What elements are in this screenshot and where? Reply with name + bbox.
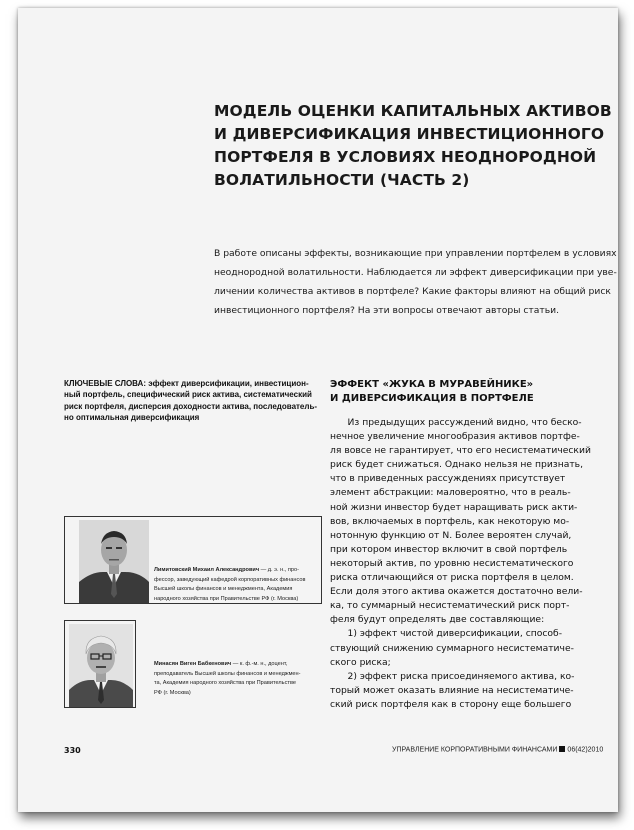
body-line: феля будут определять две составляющие: bbox=[330, 614, 545, 626]
body-line: 1) эффект чистой диверсификации, способ- bbox=[330, 628, 563, 640]
title-line: И ДИВЕРСИФИКАЦИЯ ИНВЕСТИЦИОННОГО bbox=[214, 125, 605, 143]
author-info: преподаватель Высшей школы финансов и менеджмен- bbox=[154, 670, 301, 677]
keywords-line: но оптимальная диверсификация bbox=[64, 413, 200, 423]
body-line: при котором инвестор включит в свой портфель bbox=[330, 543, 568, 555]
section-heading-line: И ДИВЕРСИФИКАЦИЯ В ПОРТФЕЛЕ bbox=[330, 393, 534, 404]
title-line: ВОЛАТИЛЬНОСТИ (ЧАСТЬ 2) bbox=[214, 171, 470, 189]
author-info: — д. э. н., про- bbox=[259, 567, 299, 573]
author-info: Высшей школы финансов и менеджмента, Академия bbox=[154, 586, 293, 592]
body-line: вов, включаемых в портфель, как некоторую мо- bbox=[330, 515, 570, 527]
body-line: нечное увеличение многообразия активов портфе- bbox=[330, 431, 580, 443]
keywords-line: ный портфель, специфический риск актива, систематический bbox=[64, 390, 312, 400]
body-line: ского риска; bbox=[330, 656, 391, 668]
body-line: 2) эффект риска присоединяемого актива, ко- bbox=[330, 670, 575, 682]
journal-footer bbox=[392, 746, 604, 754]
author-name: Лимитовский Михаил Александрович bbox=[154, 567, 260, 573]
section-heading bbox=[330, 378, 590, 406]
keywords-line: риск портфеля, дисперсия доходности актива, последователь- bbox=[64, 401, 318, 411]
body-line: торый может оказать влияние на несистематиче- bbox=[330, 684, 574, 696]
author-name: Минасян Виген Бабкенович bbox=[154, 661, 232, 667]
author-info: — к. ф.-м. н., доцент, bbox=[231, 661, 288, 667]
abstract-line: личении количества активов в портфеле? Какие факторы влияют на общий риск bbox=[214, 286, 611, 297]
journal-issue: 06(42)2010 bbox=[567, 746, 604, 754]
body-line: ствующий снижению суммарного несистематиче- bbox=[330, 642, 574, 654]
author-info: народного хозяйства при Правительстве РФ (г. Москва) bbox=[154, 595, 299, 602]
abstract-line: инвестиционного портфеля? На эти вопросы отвечают авторы статьи. bbox=[214, 305, 560, 316]
author-caption bbox=[154, 566, 324, 604]
title-line: ПОРТФЕЛЯ В УСЛОВИЯХ НЕОДНОРОДНОЙ bbox=[214, 148, 597, 166]
title-line: МОДЕЛЬ ОЦЕНКИ КАПИТАЛЬНЫХ АКТИВОВ bbox=[214, 102, 612, 120]
body-line: риск будет снижаться. Однако нельзя не признать, bbox=[330, 459, 584, 471]
abstract-line: В работе описаны эффекты, возникающие при управлении портфелем в условиях bbox=[214, 248, 617, 259]
author-card bbox=[64, 620, 136, 708]
page-number: 330 bbox=[64, 746, 81, 755]
body-line: что в приведенных рассуждениях присутствует bbox=[330, 473, 566, 485]
body-line: риска отличающийся от риска портфеля в целом. bbox=[330, 572, 574, 584]
author-info: та, Академия народного хозяйства при Правительстве bbox=[154, 680, 296, 686]
body-line: Если доля этого актива окажется достаточно вели- bbox=[330, 586, 583, 598]
section-heading-line: ЭФФЕКТ «ЖУКА В МУРАВЕЙНИКЕ» bbox=[330, 379, 534, 390]
body-line: ка, то суммарный несистематический риск порт- bbox=[330, 600, 570, 612]
body-text bbox=[330, 416, 592, 712]
body-line: некоторый актив, по уровню несистематического bbox=[330, 557, 574, 569]
keywords-line: КЛЮЧЕВЫЕ СЛОВА: эффект диверсификации, инвестицион- bbox=[64, 379, 309, 388]
square-bullet-icon bbox=[559, 746, 565, 752]
body-line: Из предыдущих рассуждений видно, что беско- bbox=[330, 417, 582, 428]
author-caption bbox=[154, 660, 324, 698]
abstract bbox=[214, 244, 617, 320]
body-line: элемент абстракции: маловероятно, что в реаль- bbox=[330, 487, 571, 499]
author-info: РФ (г. Москва) bbox=[154, 689, 191, 696]
body-line: нотонную функцию от N. Более вероятен случай, bbox=[330, 529, 572, 541]
body-line: ля вовсе не гарантирует, что его несистематический bbox=[330, 445, 591, 457]
author-info: фессор, заведующий кафедрой корпоративных финансов bbox=[154, 576, 306, 583]
body-line: ной жизни инвестор будет наращивать риск акти- bbox=[330, 501, 578, 513]
journal-name: УПРАВЛЕНИЕ КОРПОРАТИВНЫМИ ФИНАНСАМИ bbox=[392, 746, 558, 754]
body-line: ский риск портфеля как в сторону еще большего bbox=[330, 698, 572, 710]
abstract-line: неоднородной волатильности. Наблюдается ли эффект диверсификации при уве- bbox=[214, 267, 617, 278]
article-title bbox=[214, 100, 612, 192]
keywords bbox=[64, 378, 324, 424]
author-photo bbox=[69, 624, 133, 707]
author-photo bbox=[79, 520, 149, 603]
